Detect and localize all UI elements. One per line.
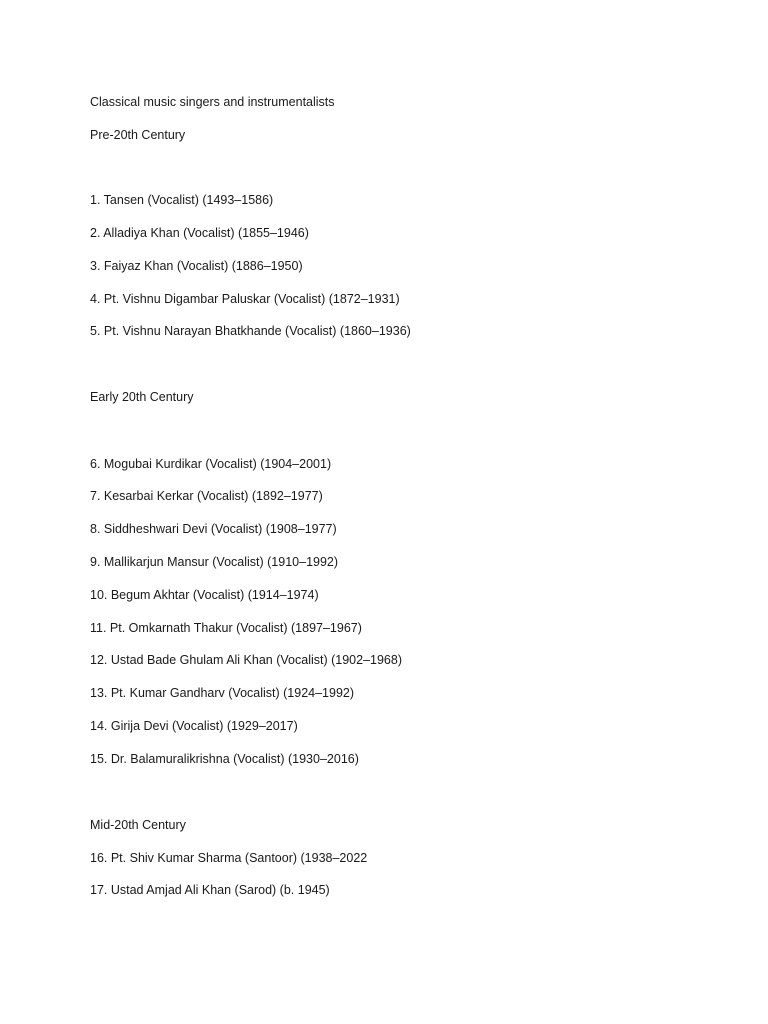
- list-item: 6. Mogubai Kurdikar (Vocalist) (1904–2001): [90, 457, 332, 471]
- list-item: 17. Ustad Amjad Ali Khan (Sarod) (b. 1945): [90, 883, 330, 897]
- list-item: 5. Pt. Vishnu Narayan Bhatkhande (Vocalist) (1860–1936): [90, 324, 411, 338]
- list-item: 2. Alladiya Khan (Vocalist) (1855–1946): [90, 226, 309, 240]
- list-item: 3. Faiyaz Khan (Vocalist) (1886–1950): [90, 259, 303, 273]
- document-title: Classical music singers and instrumentalists: [90, 95, 335, 109]
- section-heading-mid-20th-century: Mid-20th Century: [90, 818, 186, 832]
- list-item: 14. Girija Devi (Vocalist) (1929–2017): [90, 719, 298, 733]
- section-heading-pre-20th-century: Pre-20th Century: [90, 128, 186, 142]
- list-item: 1. Tansen (Vocalist) (1493–1586): [90, 193, 274, 207]
- list-item: 10. Begum Akhtar (Vocalist) (1914–1974): [90, 588, 319, 602]
- section-heading-early-20th-century: Early 20th Century: [90, 390, 194, 404]
- list-item: 8. Siddheshwari Devi (Vocalist) (1908–1977): [90, 522, 337, 536]
- list-item: 16. Pt. Shiv Kumar Sharma (Santoor) (1938–2022: [90, 851, 368, 865]
- list-item: 15. Dr. Balamuralikrishna (Vocalist) (1930–2016): [90, 752, 359, 766]
- list-item: 4. Pt. Vishnu Digambar Paluskar (Vocalist) (1872–1931): [90, 292, 400, 306]
- list-item: 13. Pt. Kumar Gandharv (Vocalist) (1924–1992): [90, 686, 355, 700]
- list-item: 9. Mallikarjun Mansur (Vocalist) (1910–1992): [90, 555, 339, 569]
- list-item: 7. Kesarbai Kerkar (Vocalist) (1892–1977): [90, 489, 323, 503]
- list-item: 11. Pt. Omkarnath Thakur (Vocalist) (1897–1967): [90, 621, 362, 635]
- list-item: 12. Ustad Bade Ghulam Ali Khan (Vocalist) (1902–1968): [90, 653, 402, 667]
